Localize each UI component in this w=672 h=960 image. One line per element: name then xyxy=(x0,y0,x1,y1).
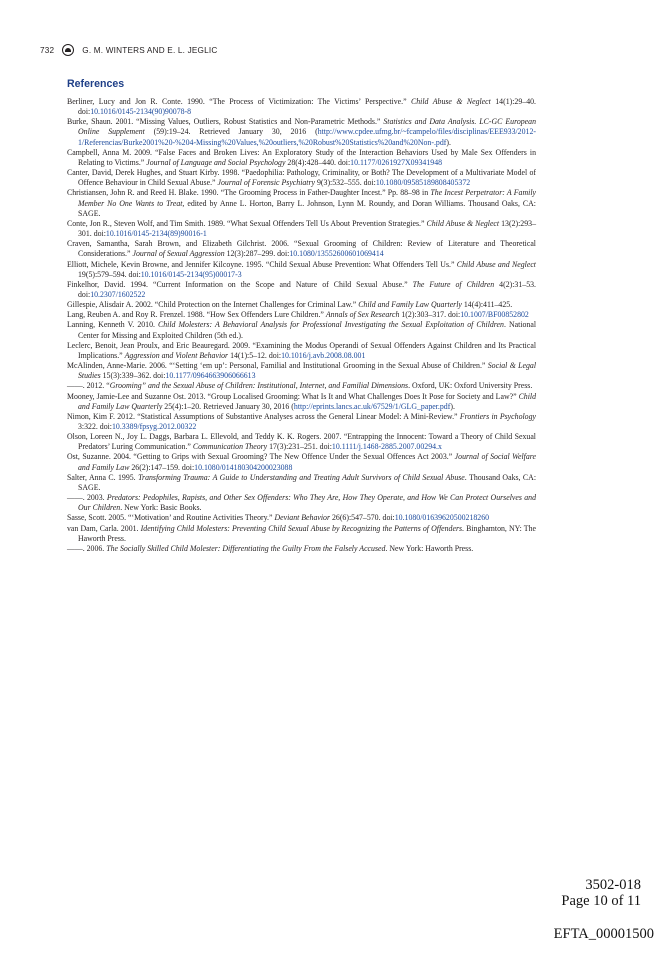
reference-link[interactable]: 10.1177/0964663906066613 xyxy=(165,371,256,381)
publisher-logo-icon xyxy=(62,44,74,56)
reference-details: 12(3):287–299. doi: xyxy=(224,249,290,259)
reference-details: 19(5):579–594. doi: xyxy=(78,269,141,279)
reference-details: . Thousand Oaks, CA: SAGE. xyxy=(78,472,537,492)
reference-link[interactable]: 10.1016/0145-2134(90)90078-8 xyxy=(90,107,192,117)
reference-text: Berliner, Lucy and Jon R. Conte. 1990. “The Process of Victimization: The Victims’ Perspective.” xyxy=(67,97,412,106)
reference-source-title: Statistics and Data Analysis. LC-GC European Online Supplement xyxy=(78,117,536,137)
running-header-authors: G. M. WINTERS AND E. L. JEGLIC xyxy=(82,45,218,55)
reference-details: 13(2):293–301. doi: xyxy=(78,218,536,239)
reference-list xyxy=(67,97,536,554)
reference-text: McAlinden, Anne-Marie. 2006. “‘Setting ‘em up’: Personal, Familial and Institutional Grooming in the Sexual Abuse of Children.” xyxy=(67,361,488,371)
reference-source-title: Frontiers in Psychology xyxy=(459,411,536,421)
reference-link[interactable]: 10.3389/fpsyg.2012.00322 xyxy=(112,422,197,431)
reference-source-title: The Future of Children xyxy=(412,279,495,289)
reference-link[interactable]: 10.1177/0261927X09341948 xyxy=(350,157,443,167)
reference-source-title: The Socially Skilled Child Molester: Differentiating the Guilty From the Falsely Accused xyxy=(106,543,386,553)
reference-link[interactable]: 10.1080/13552600601069414 xyxy=(289,249,384,259)
reference-details: . Binghamton, NY: The Haworth Press. xyxy=(78,523,536,543)
reference-source-title: Child and Family Law Quarterly xyxy=(78,391,536,411)
reference-text: Leclerc, Benoit, Jean Proulx, and Eric Beauregard. 2009. “Examining the Modus Operandi of Sexual Offenders Against Children and Its Practical Implications.” xyxy=(67,340,536,360)
reference-details: 26(2):147–159. doi: xyxy=(129,462,195,472)
reference-entry xyxy=(67,432,536,452)
reference-text: ——. 2012. “ xyxy=(67,381,110,391)
reference-text: Burke, Shaun. 2001. “Missing Values, Outliers, Robust Statistics and Non-Parametric Methods.” xyxy=(67,117,384,127)
reference-entry xyxy=(67,188,536,218)
reference-tail: ). xyxy=(446,137,451,147)
reference-link[interactable]: 10.1016/0145-2134(89)90016-1 xyxy=(105,229,207,239)
reference-entry xyxy=(67,452,536,472)
reference-entry xyxy=(67,341,536,361)
reference-entry xyxy=(67,219,536,239)
reference-details: . Oxford, UK: Oxford University Press. xyxy=(408,381,533,391)
reference-entry xyxy=(67,381,536,391)
reference-link[interactable]: 10.1007/BF00852802 xyxy=(460,310,529,320)
reference-entry xyxy=(67,260,536,280)
reference-entry xyxy=(67,524,536,544)
reference-details: 4(2):31–53. doi: xyxy=(78,279,536,299)
reference-link[interactable]: 10.1080/01639620500218260 xyxy=(394,513,490,523)
reference-text: Ost, Suzanne. 2004. “Getting to Grips with Sexual Grooming? The New Offence Under the Sexual Offences Act 2003.” xyxy=(67,452,455,462)
reference-text: Conte, Jon R., Steven Wolf, and Tim Smith. 1989. “What Sexual Offenders Tell Us About Prevention Strategies.” xyxy=(67,218,427,228)
reference-source-title: Journal of Sexual Aggression xyxy=(132,249,225,259)
reference-source-title: Child Abuse and Neglect xyxy=(456,259,536,269)
reference-source-title: Communication Theory xyxy=(192,442,268,452)
reference-link[interactable]: 10.2307/1602522 xyxy=(90,289,146,299)
reference-details: 14(1):5–12. doi: xyxy=(228,350,282,360)
reference-entry xyxy=(67,280,536,300)
section-title: References xyxy=(67,78,125,90)
reference-link[interactable]: 10.1016/j.avb.2008.08.001 xyxy=(281,350,366,360)
reference-source-title: Grooming” and the Sexual Abuse of Children: Institutional, Internet, and Familial Dimensions xyxy=(109,381,409,391)
reference-details: 1(2):303–317. doi: xyxy=(399,310,461,320)
reference-text: Nimon, Kim F. 2012. “Statistical Assumptions of Substantive Analyses across the General Linear Model: A Mini-Review.” xyxy=(67,411,460,421)
reference-source-title: Deviant Behavior xyxy=(274,513,331,523)
reference-details: , edited by Anne L. Horton, Barry L. Johnson, Lynn M. Roundy, and Doran Williams. Thousand Oaks, CA: SAGE. xyxy=(78,198,536,218)
reference-entry xyxy=(67,513,536,523)
reference-entry xyxy=(67,239,536,259)
reference-details: 25(4):1–20. Retrieved January 30, 2016 ( xyxy=(162,401,294,411)
reference-link[interactable]: 10.1111/j.1468-2885.2007.00294.x xyxy=(331,442,442,452)
reference-entry xyxy=(67,168,536,188)
reference-text: Lang, Reuben A. and Roy R. Frenzel. 1988. “How Sex Offenders Lure Children.” xyxy=(67,310,326,320)
reference-details: . National Center for Missing and Exploited Children (5th ed.). xyxy=(78,320,536,340)
stamp-page: Page 10 of 11 xyxy=(561,893,641,909)
reference-text: ——. 2003. xyxy=(67,493,107,503)
reference-entry xyxy=(67,361,536,381)
reference-entry xyxy=(67,97,536,117)
reference-source-title: Journal of Forensic Psychiatry xyxy=(217,178,316,188)
reference-details: 17(3):231–251. doi: xyxy=(267,442,332,452)
reference-source-title: Child Abuse & Neglect xyxy=(411,97,491,106)
reference-entry xyxy=(67,310,536,320)
reference-source-title: Child Abuse & Neglect xyxy=(426,218,500,228)
reference-details: . New York: Haworth Press. xyxy=(385,543,474,553)
reference-entry xyxy=(67,300,536,310)
reference-entry xyxy=(67,473,536,493)
reference-text: Christiansen, John R. and Reed H. Blake. 1990. “The Grooming Process in Father-Daughter Incest.” Pp. 88–98 in xyxy=(67,188,431,198)
bates-number: EFTA_00001500 xyxy=(553,926,654,942)
reference-details: 26(6):547–570. doi: xyxy=(330,513,395,523)
reference-text: Salter, Anna C. 1995. xyxy=(67,472,139,482)
reference-details: (59):19–24. Retrieved January 30, 2016 ( xyxy=(144,127,318,137)
reference-text: Lanning, Kenneth V. 2010. xyxy=(67,320,159,330)
reference-details: 14(1):29–40. doi: xyxy=(78,97,536,117)
stamp-code: 3502-018 xyxy=(585,877,641,893)
reference-source-title: Aggression and Violent Behavior xyxy=(124,350,229,360)
reference-entry xyxy=(67,117,536,147)
reference-source-title: The Incest Perpetrator: A Family Member No One Wants to Treat xyxy=(78,188,536,208)
reference-text: Gillespie, Alisdair A. 2002. “Child Protection on the Internet Challenges for Criminal Law.” xyxy=(67,300,359,310)
reference-entry xyxy=(67,320,536,340)
reference-entry xyxy=(67,392,536,412)
reference-text: Campbell, Anna M. 2009. “False Faces and Broken Lives: An Exploratory Study of the Interaction Behaviors Used by Male Sex Offenders in Relating to Victims.” xyxy=(67,147,536,167)
reference-source-title: Annals of Sex Research xyxy=(325,310,400,320)
reference-source-title: Identifying Child Molesters: Preventing Child Sexual Abuse by Recognizing the Patterns of Offenders xyxy=(140,523,463,533)
reference-source-title: Child Molesters: A Behavioral Analysis for Professional Investigating the Sexual Exploitation of Children xyxy=(158,320,504,330)
reference-source-title: Child and Family Law Quarterly xyxy=(358,300,462,310)
reference-source-title: Social & Legal Studies xyxy=(78,361,536,381)
reference-details: 14(4):411–425. xyxy=(461,300,513,310)
page-number: 732 xyxy=(40,45,55,55)
running-header xyxy=(40,43,217,57)
reference-text: ——. 2006. xyxy=(67,543,107,553)
reference-source-title: Journal of Language and Social Psychology xyxy=(146,157,286,167)
reference-text: Mooney, Jamie-Lee and Suzanne Ost. 2013. “Group Localised Grooming: What Is It and What Challenges Does It Pose for Society and Law?” xyxy=(67,391,519,401)
reference-entry xyxy=(67,412,536,432)
reference-entry xyxy=(67,544,536,554)
reference-details: . New York: Basic Books. xyxy=(120,503,202,513)
reference-details: 15(3):339–362. doi: xyxy=(100,371,166,381)
reference-link[interactable]: 10.1016/0145-2134(95)00017-3 xyxy=(140,269,242,279)
reference-text: Finkelhor, David. 1994. “Current Information on the Scope and Nature of Child Sexual Abuse.” xyxy=(67,279,413,289)
reference-source-title: Journal of Social Welfare and Family Law xyxy=(78,452,536,472)
document-stamp xyxy=(561,877,641,909)
reference-link[interactable]: http://www.cpdee.ufmg.br/~fcampelo/files/disciplinas/EEE933/2012-1/Referencias/Burke2001%20-%204-Missing%20Values,%20outliers,%20Robust%20Statistics%20and%20Non-.pdf xyxy=(78,127,536,147)
reference-text: Canter, David, Derek Hughes, and Stuart Kirby. 1998. “Paedophilia: Pathology, Criminality, or Both? The Development of a Multivariate Model of Offence Behaviour in Child Sexual Abuse.” xyxy=(67,168,536,188)
reference-text: Sasse, Scott. 2005. “‘Motivation’ and Routine Activities Theory.” xyxy=(67,513,275,523)
reference-link[interactable]: 10.1080/09585189808405372 xyxy=(375,178,471,188)
reference-text: Olson, Loreen N., Joy L. Daggs, Barbara L. Ellevold, and Teddy K. K. Rogers. 2007. “Entrapping the Innocent: Toward a Theory of Child Sexual Predators’ Luring Communication.” xyxy=(67,432,536,452)
reference-details: 28(4):428–440. doi: xyxy=(285,157,351,167)
reference-tail: ). xyxy=(450,401,455,411)
reference-text: Craven, Samantha, Sarah Brown, and Elizabeth Gilchrist. 2006. “Sexual Grooming of Children: Review of Literature and Theoretical Considerations.” xyxy=(67,239,536,259)
reference-source-title: Predators: Pedophiles, Rapists, and Other Sex Offenders: Who They Are, How They Operate, and How We Can Protect Ourselves and Our Children xyxy=(78,493,536,513)
reference-entry xyxy=(67,148,536,168)
reference-text: Elliott, Michele, Kevin Browne, and Jennifer Kilcoyne. 1995. “Child Sexual Abuse Prevention: What Offenders Tell Us.” xyxy=(67,259,457,269)
reference-link[interactable]: 10.1080/014180304200023088 xyxy=(194,462,293,472)
reference-details: 3:322. doi: xyxy=(78,422,112,431)
reference-source-title: Transforming Trauma: A Guide to Understanding and Treating Adult Survivors of Child Sexual Abuse xyxy=(138,472,465,482)
reference-text: van Dam, Carla. 2001. xyxy=(67,523,141,533)
reference-entry xyxy=(67,493,536,513)
reference-link[interactable]: http://eprints.lancs.ac.uk/67529/1/GLG_paper.pdf xyxy=(293,401,451,411)
reference-details: 9(3):532–555. doi: xyxy=(315,178,376,188)
